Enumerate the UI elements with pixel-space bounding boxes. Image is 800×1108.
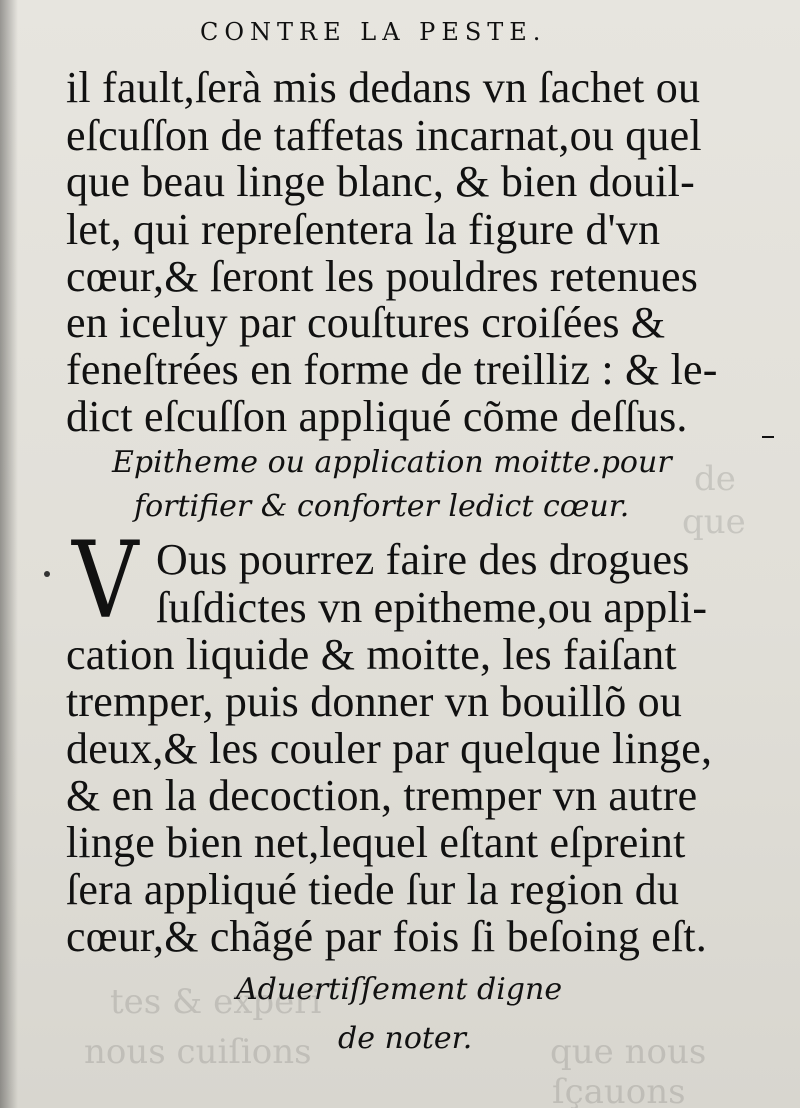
- page-gutter-shadow: [0, 0, 18, 1108]
- show-through-text: que nous: [550, 1032, 707, 1072]
- paragraph-1-line: let, qui repreſentera la figure d'vn: [66, 205, 661, 254]
- section-heading-line: Aduertiſſement digne: [236, 972, 563, 1007]
- paragraph-1-line: il fault,ſerà mis dedans vn ſachet ou: [66, 63, 701, 112]
- paragraph-2-line: Ous pourrez faire des drogues: [156, 535, 690, 584]
- paragraph-1-line: dict eſcuſſon appliqué cõme deſſus.: [66, 392, 688, 441]
- paragraph-1-line: que beau linge blanc, & bien douil-: [66, 157, 695, 206]
- section-heading-line: fortifier & conforter ledict cœur.: [134, 489, 630, 524]
- paragraph-1-line: en iceluy par couſtures croiſées &: [66, 298, 666, 347]
- show-through-text: de: [694, 459, 736, 499]
- paragraph-2-line: cation liquide & moitte, les faiſant: [66, 630, 677, 679]
- paragraph-1-line: cœur,& ſeront les pouldres retenues: [66, 252, 699, 301]
- paragraph-2-line: & en la decoction, tremper vn autre: [66, 771, 698, 820]
- paragraph-2-line: ſera appliqué tiede ſur la region du: [66, 865, 680, 914]
- show-through-text: nous cuiſions: [84, 1032, 312, 1072]
- show-through-text: tes & experi: [110, 982, 322, 1022]
- section-heading-line: Epitheme ou application moitte.pour: [112, 445, 672, 480]
- section-heading-line: de noter.: [338, 1021, 473, 1056]
- paragraph-2-line: cœur,& chãgé par fois ſi beſoing eſt.: [66, 912, 707, 961]
- paragraph-2-line: deux,& les couler par quelque linge,: [66, 724, 713, 773]
- show-through-text: ſçauons: [552, 1072, 686, 1108]
- show-through-text: que: [682, 502, 746, 542]
- paragraph-2-line: linge bien net,lequel eſtant eſpreint: [66, 818, 686, 867]
- paragraph-1-line: feneſtrées en forme de treilliz : & le-: [66, 345, 718, 394]
- margin-mark: [762, 436, 774, 438]
- margin-dot: [44, 571, 50, 577]
- paragraph-2-line: tremper, puis donner vn bouillõ ou: [66, 677, 683, 726]
- running-head: CONTRE LA PESTE.: [200, 18, 547, 46]
- paragraph-1-line: eſcuſſon de taffetas incarnat,ou quel: [66, 111, 702, 160]
- paragraph-2-line: ſuſdictes vn epitheme,ou appli-: [156, 583, 708, 632]
- drop-cap: V: [72, 518, 139, 642]
